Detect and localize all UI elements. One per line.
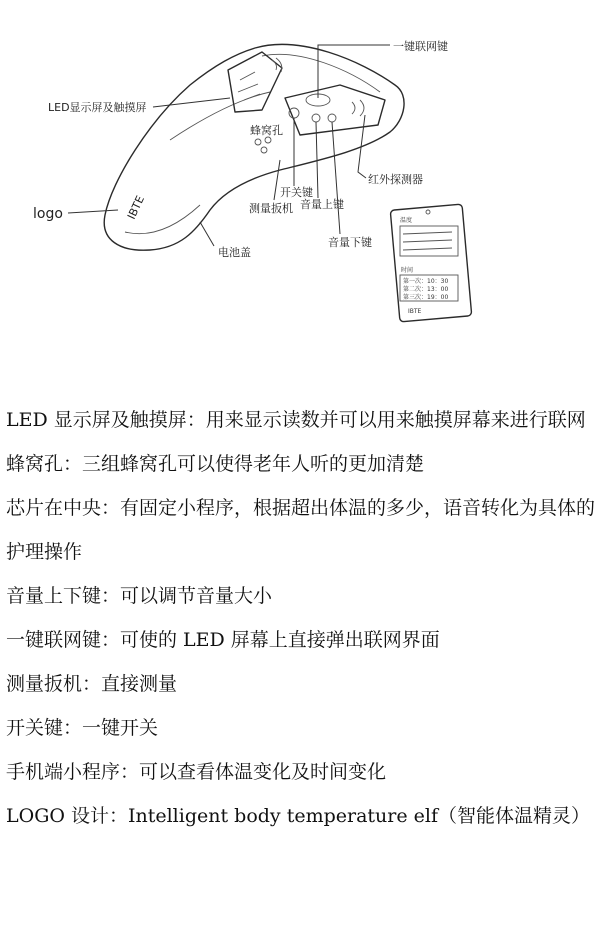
label-one-key-network: 一键联网键: [393, 40, 448, 53]
phone-time-row: 第三次：19：00: [403, 294, 449, 301]
desc-logo-design: LOGO 设计：Intelligent body temperature elf（智能体温精灵）: [6, 805, 591, 827]
label-battery: 电池盖: [218, 246, 251, 259]
description-list: [6, 398, 598, 838]
desc-chip: 芯片在中央：有固定小程序，根据超出体温的多少，语音转化为具体的护理操作: [6, 497, 596, 563]
label-infrared: 红外探测器: [368, 173, 423, 186]
phone-temp-header: 温度: [400, 217, 413, 224]
phone-brand: IBTE: [408, 308, 422, 315]
desc-power-key: 开关键：一键开关: [6, 717, 159, 739]
phone-mockup: [390, 204, 471, 322]
phone-time-row: 第一次：10：30: [403, 278, 449, 285]
body-logo-mark: IBTE: [124, 193, 148, 222]
desc-honeycomb: 蜂窝孔：三组蜂窝孔可以使得老年人听的更加清楚: [6, 453, 425, 475]
thermometer-body: [104, 44, 404, 250]
button-panel: [285, 85, 385, 135]
label-led-screen: LED显示屏及触摸屏: [48, 101, 147, 114]
desc-volume-keys: 音量上下键：可以调节音量大小: [6, 585, 273, 607]
label-trigger: 测量扳机: [249, 202, 293, 215]
desc-trigger: 测量扳机：直接测量: [6, 673, 178, 695]
honeycomb-holes: [255, 137, 271, 153]
desc-led-screen: LED 显示屏及触摸屏：用来显示读数并可以用来触摸屏幕来进行联网: [6, 409, 586, 431]
label-vol-down: 音量下键: [328, 236, 372, 249]
thermometer-sketch: [0, 0, 602, 360]
label-power: 开关键: [280, 186, 313, 199]
desc-mini-program: 手机端小程序：可以查看体温变化及时间变化: [6, 761, 387, 783]
phone-time-header: 时间: [401, 267, 414, 274]
label-honeycomb: 蜂窝孔: [250, 124, 283, 137]
label-logo: logo: [33, 206, 63, 222]
label-vol-up: 音量上键: [300, 198, 344, 211]
desc-one-key-network: 一键联网键：可使的 LED 屏幕上直接弹出联网界面: [6, 629, 440, 651]
phone-time-row: 第二次：13：00: [403, 286, 449, 293]
